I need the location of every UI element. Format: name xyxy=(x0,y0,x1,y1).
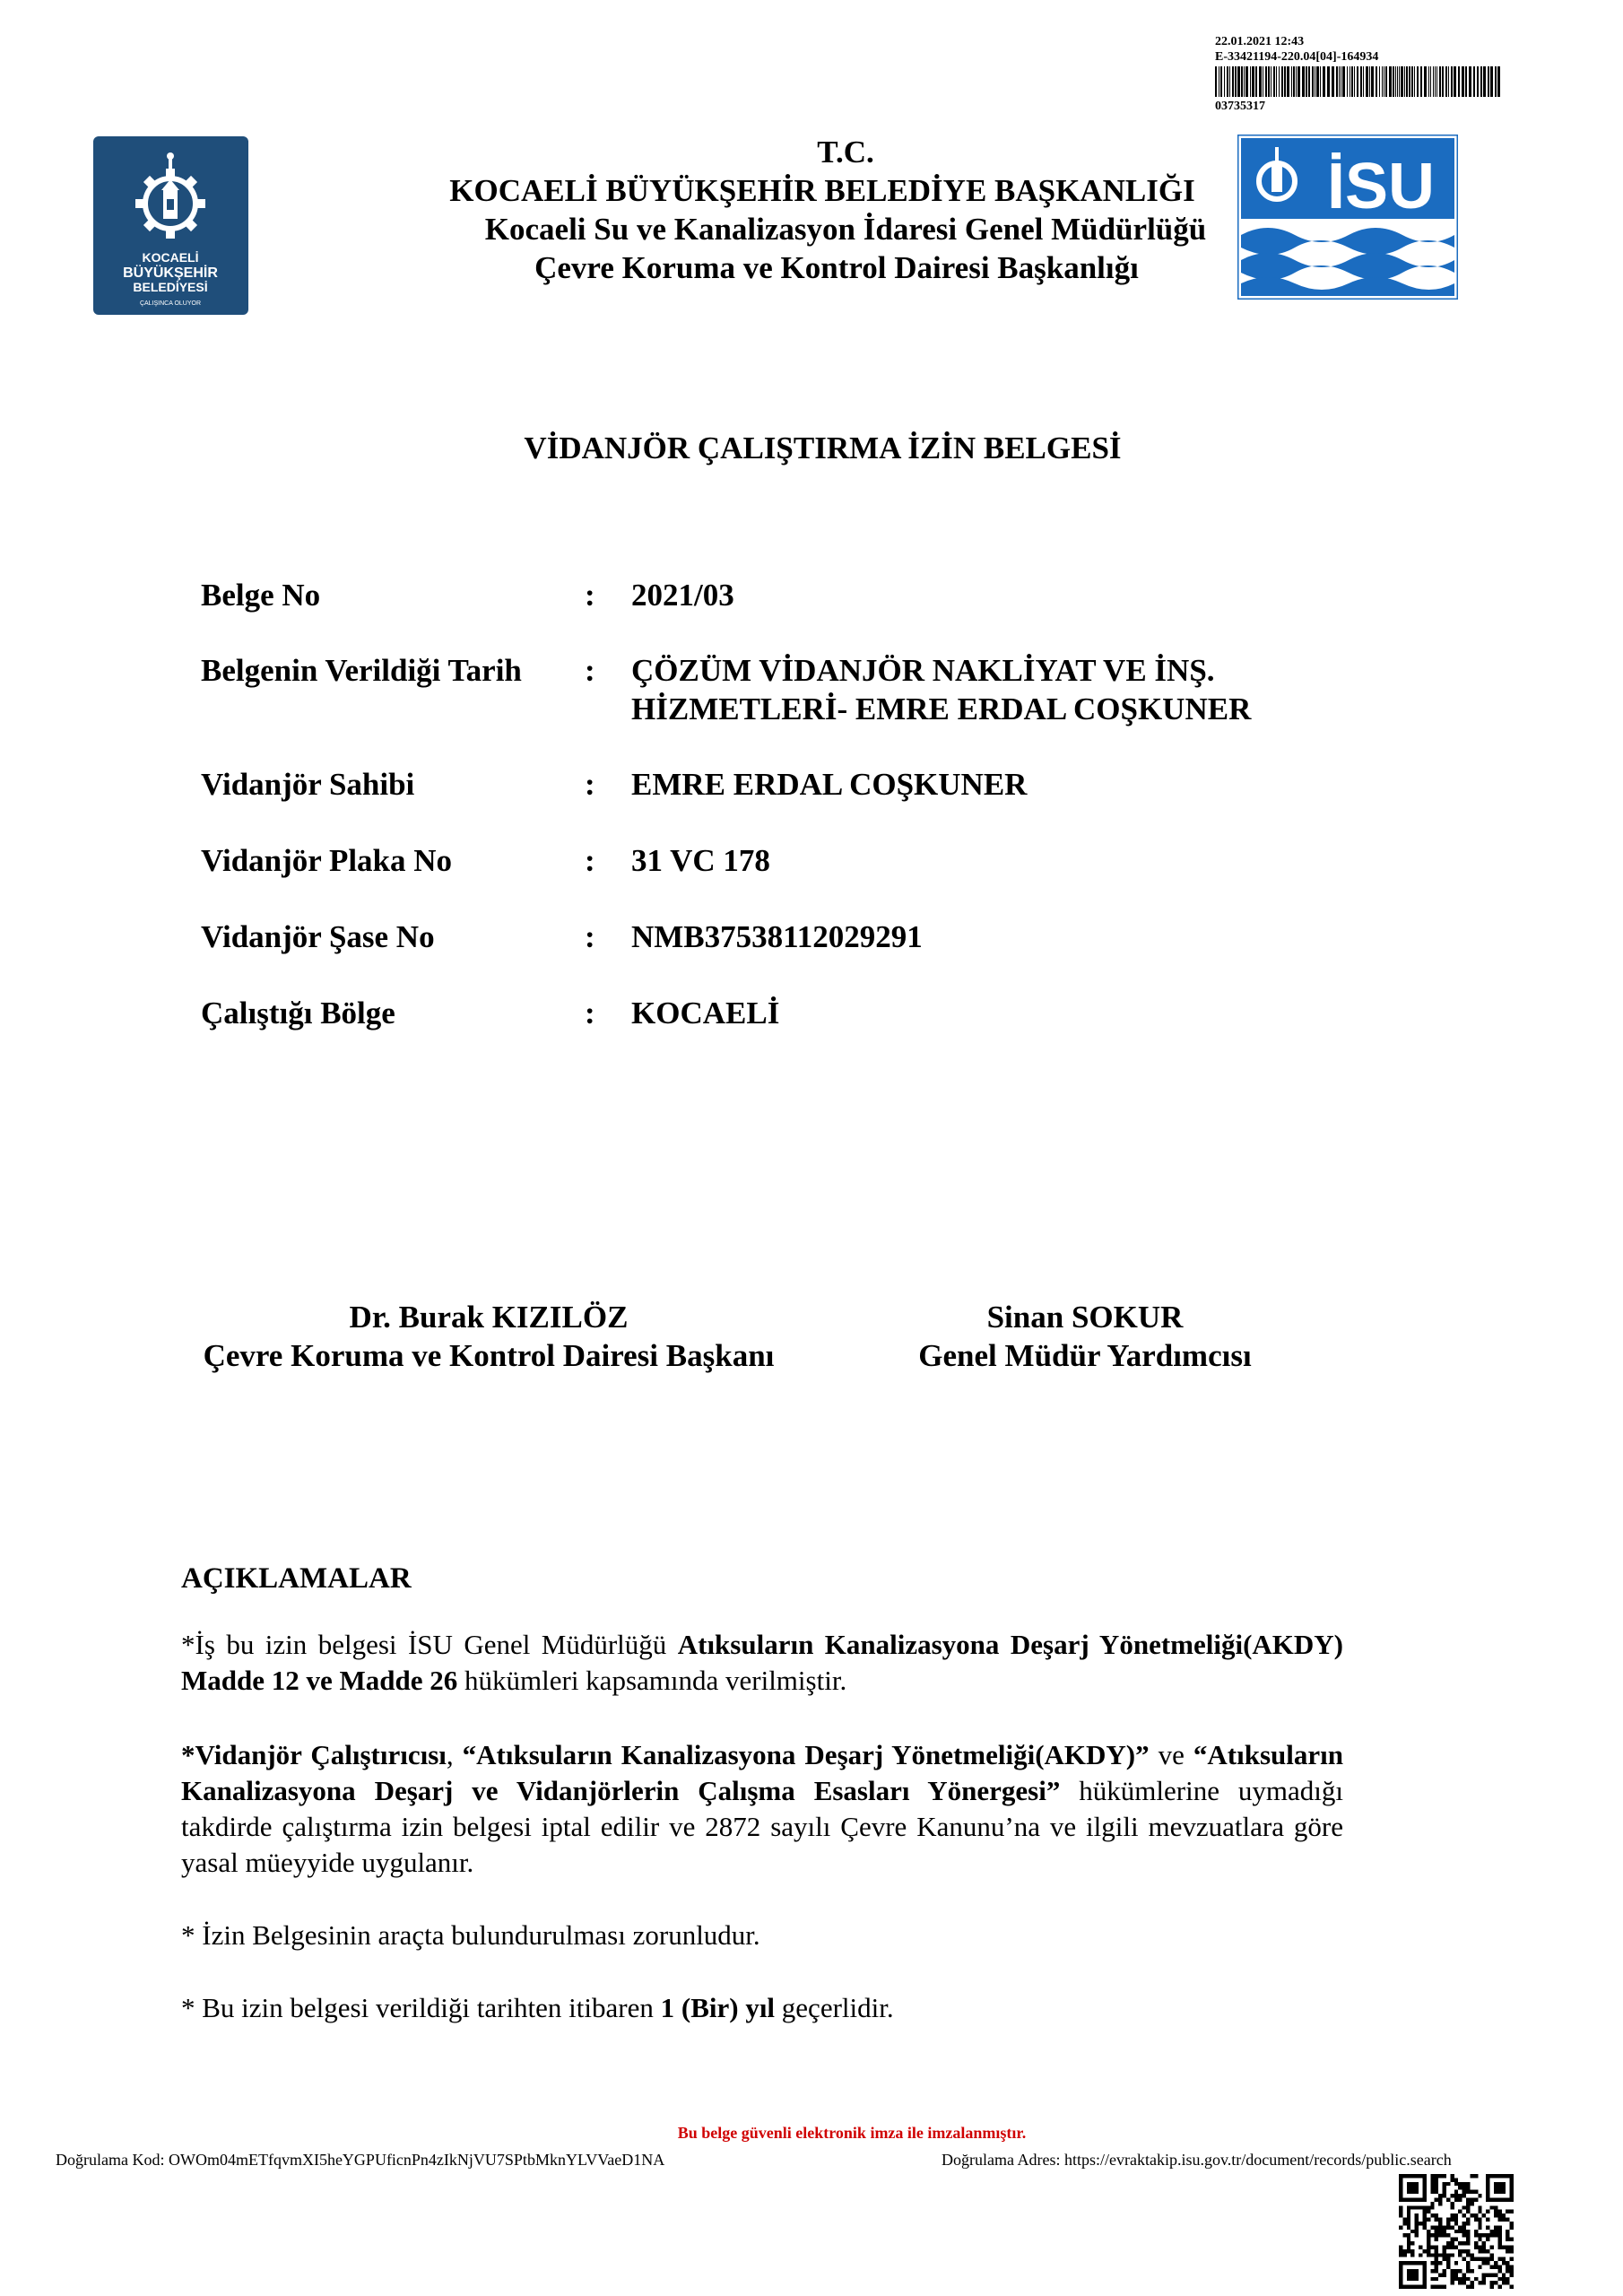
header-municipality: KOCAELİ BÜYÜKŞEHİR BELEDİYE BAŞKANLIĞI xyxy=(449,173,1195,208)
field-colon: : xyxy=(585,919,595,954)
kbb-logo-line3: BELEDİYESİ xyxy=(133,280,208,294)
text-run: ve xyxy=(1149,1739,1193,1770)
signatory-name: Sinan SOKUR xyxy=(986,1300,1184,1335)
field-value: ÇÖZÜM VİDANJÖR NAKLİYAT VE İNŞ. HİZMETLERİ- EMRE ERDAL COŞKUNER xyxy=(631,653,1252,726)
text-run: geçerlidir. xyxy=(775,1992,894,2023)
text-run: * Bu izin belgesi verildiği tarihten itibaren xyxy=(181,1992,661,2023)
e-signature-notice: Bu belge güvenli elektronik imza ile imzalanmıştır. xyxy=(677,2124,1027,2142)
text-run: hükümleri kapsamında verilmiştir. xyxy=(457,1665,847,1696)
field-label: Vidanjör Sahibi xyxy=(201,767,415,802)
signatory-title: Çevre Koruma ve Kontrol Dairesi Başkanı xyxy=(203,1338,775,1373)
field-value: NMB37538112029291 xyxy=(631,919,923,954)
field-value: EMRE ERDAL COŞKUNER xyxy=(631,767,1028,802)
text-run: hükümlerine uymadığı takdirde çalıştırma izin belgesi iptal edilir ve 2872 sayılı Çevre Kanunu’na ve ilgili mevzuatlara göre yasal müeyyide uygulanır. xyxy=(181,1775,1344,1878)
field-colon: : xyxy=(585,578,595,613)
field-label: Vidanjör Şase No xyxy=(201,919,435,954)
field-colon: : xyxy=(585,996,595,1031)
kbb-logo-line4: ÇALIŞINCA OLUYOR xyxy=(139,300,202,307)
bold-run: *Vidanjör Çalıştırıcısı xyxy=(181,1739,447,1770)
signatory-name: Dr. Burak KIZILÖZ xyxy=(349,1300,629,1335)
document-title: VİDANJÖR ÇALIŞTIRMA İZİN BELGESİ xyxy=(524,430,1122,465)
field-colon: : xyxy=(585,767,595,802)
field-value: 31 VC 178 xyxy=(631,843,770,878)
explanation-paragraph-4 xyxy=(181,1990,1343,2026)
field-label: Belgenin Verildiği Tarih xyxy=(201,653,522,688)
stamp-code: 03735317 xyxy=(1215,100,1265,113)
signatory-title: Genel Müdür Yardımcısı xyxy=(918,1338,1252,1373)
field-value: 2021/03 xyxy=(631,578,734,613)
field-label: Çalıştığı Bölge xyxy=(201,996,395,1031)
field-colon: : xyxy=(585,843,595,878)
text-run: *İş bu izin belgesi İSU Genel Müdürlüğü xyxy=(181,1629,678,1660)
bold-run: “Atıksuların Kanalizasyona Deşarj Yönetmeliği(AKDY)” xyxy=(462,1739,1150,1770)
field-colon: : xyxy=(585,653,595,688)
header-tc: T.C. xyxy=(817,135,874,170)
explanation-paragraph-2 xyxy=(181,1737,1343,1881)
kbb-logo-line1: KOCAELİ xyxy=(142,250,199,265)
bold-run: 1 (Bir) yıl xyxy=(660,1992,776,2023)
isu-logo-text: İSU xyxy=(1326,151,1436,222)
verification-address: Doğrulama Adres: https://evraktakip.isu.gov.tr/document/records/public.search xyxy=(942,2151,1452,2169)
header-department: Çevre Koruma ve Kontrol Dairesi Başkanlığı xyxy=(534,250,1139,285)
field-label: Belge No xyxy=(201,578,321,613)
stamp-reference: E-33421194-220.04[04]-164934 xyxy=(1215,50,1379,64)
field-label: Vidanjör Plaka No xyxy=(201,843,453,878)
verification-code: Doğrulama Kod: OWOm04mETfqvmXI5heYGPUficnPn4zIkNjVU7SPtbMknYLVVaeD1NA xyxy=(56,2151,665,2169)
qr-code-icon xyxy=(1399,2174,1514,2289)
explanations-title: AÇIKLAMALAR xyxy=(181,1562,412,1595)
text-run: , xyxy=(446,1739,463,1770)
explanation-paragraph-1 xyxy=(181,1627,1343,1699)
kbb-logo-line2: BÜYÜKŞEHİR xyxy=(123,265,218,281)
field-value: KOCAELİ xyxy=(631,996,780,1031)
document-stamp xyxy=(1215,34,1511,114)
barcode-icon xyxy=(1215,66,1500,97)
header-directorate: Kocaeli Su ve Kanalizasyon İdaresi Genel Müdürlüğü xyxy=(484,212,1207,247)
explanation-paragraph-3: * İzin Belgesinin araçta bulundurulması zorunludur. xyxy=(181,1919,760,1951)
stamp-datetime: 22.01.2021 12:43 xyxy=(1215,35,1305,48)
signature-right xyxy=(838,1298,1332,1375)
bold-run: “Atıksuların Kanalizasyona Deşarj ve Vidanjörlerin Çalışma Esasları Yönergesi” xyxy=(181,1739,1344,1806)
signature-left xyxy=(135,1298,843,1375)
bold-run: Atıksuların Kanalizasyona Deşarj Yönetmeliği(AKDY) Madde 12 ve Madde 26 xyxy=(181,1629,1343,1696)
document-header xyxy=(0,133,1623,287)
